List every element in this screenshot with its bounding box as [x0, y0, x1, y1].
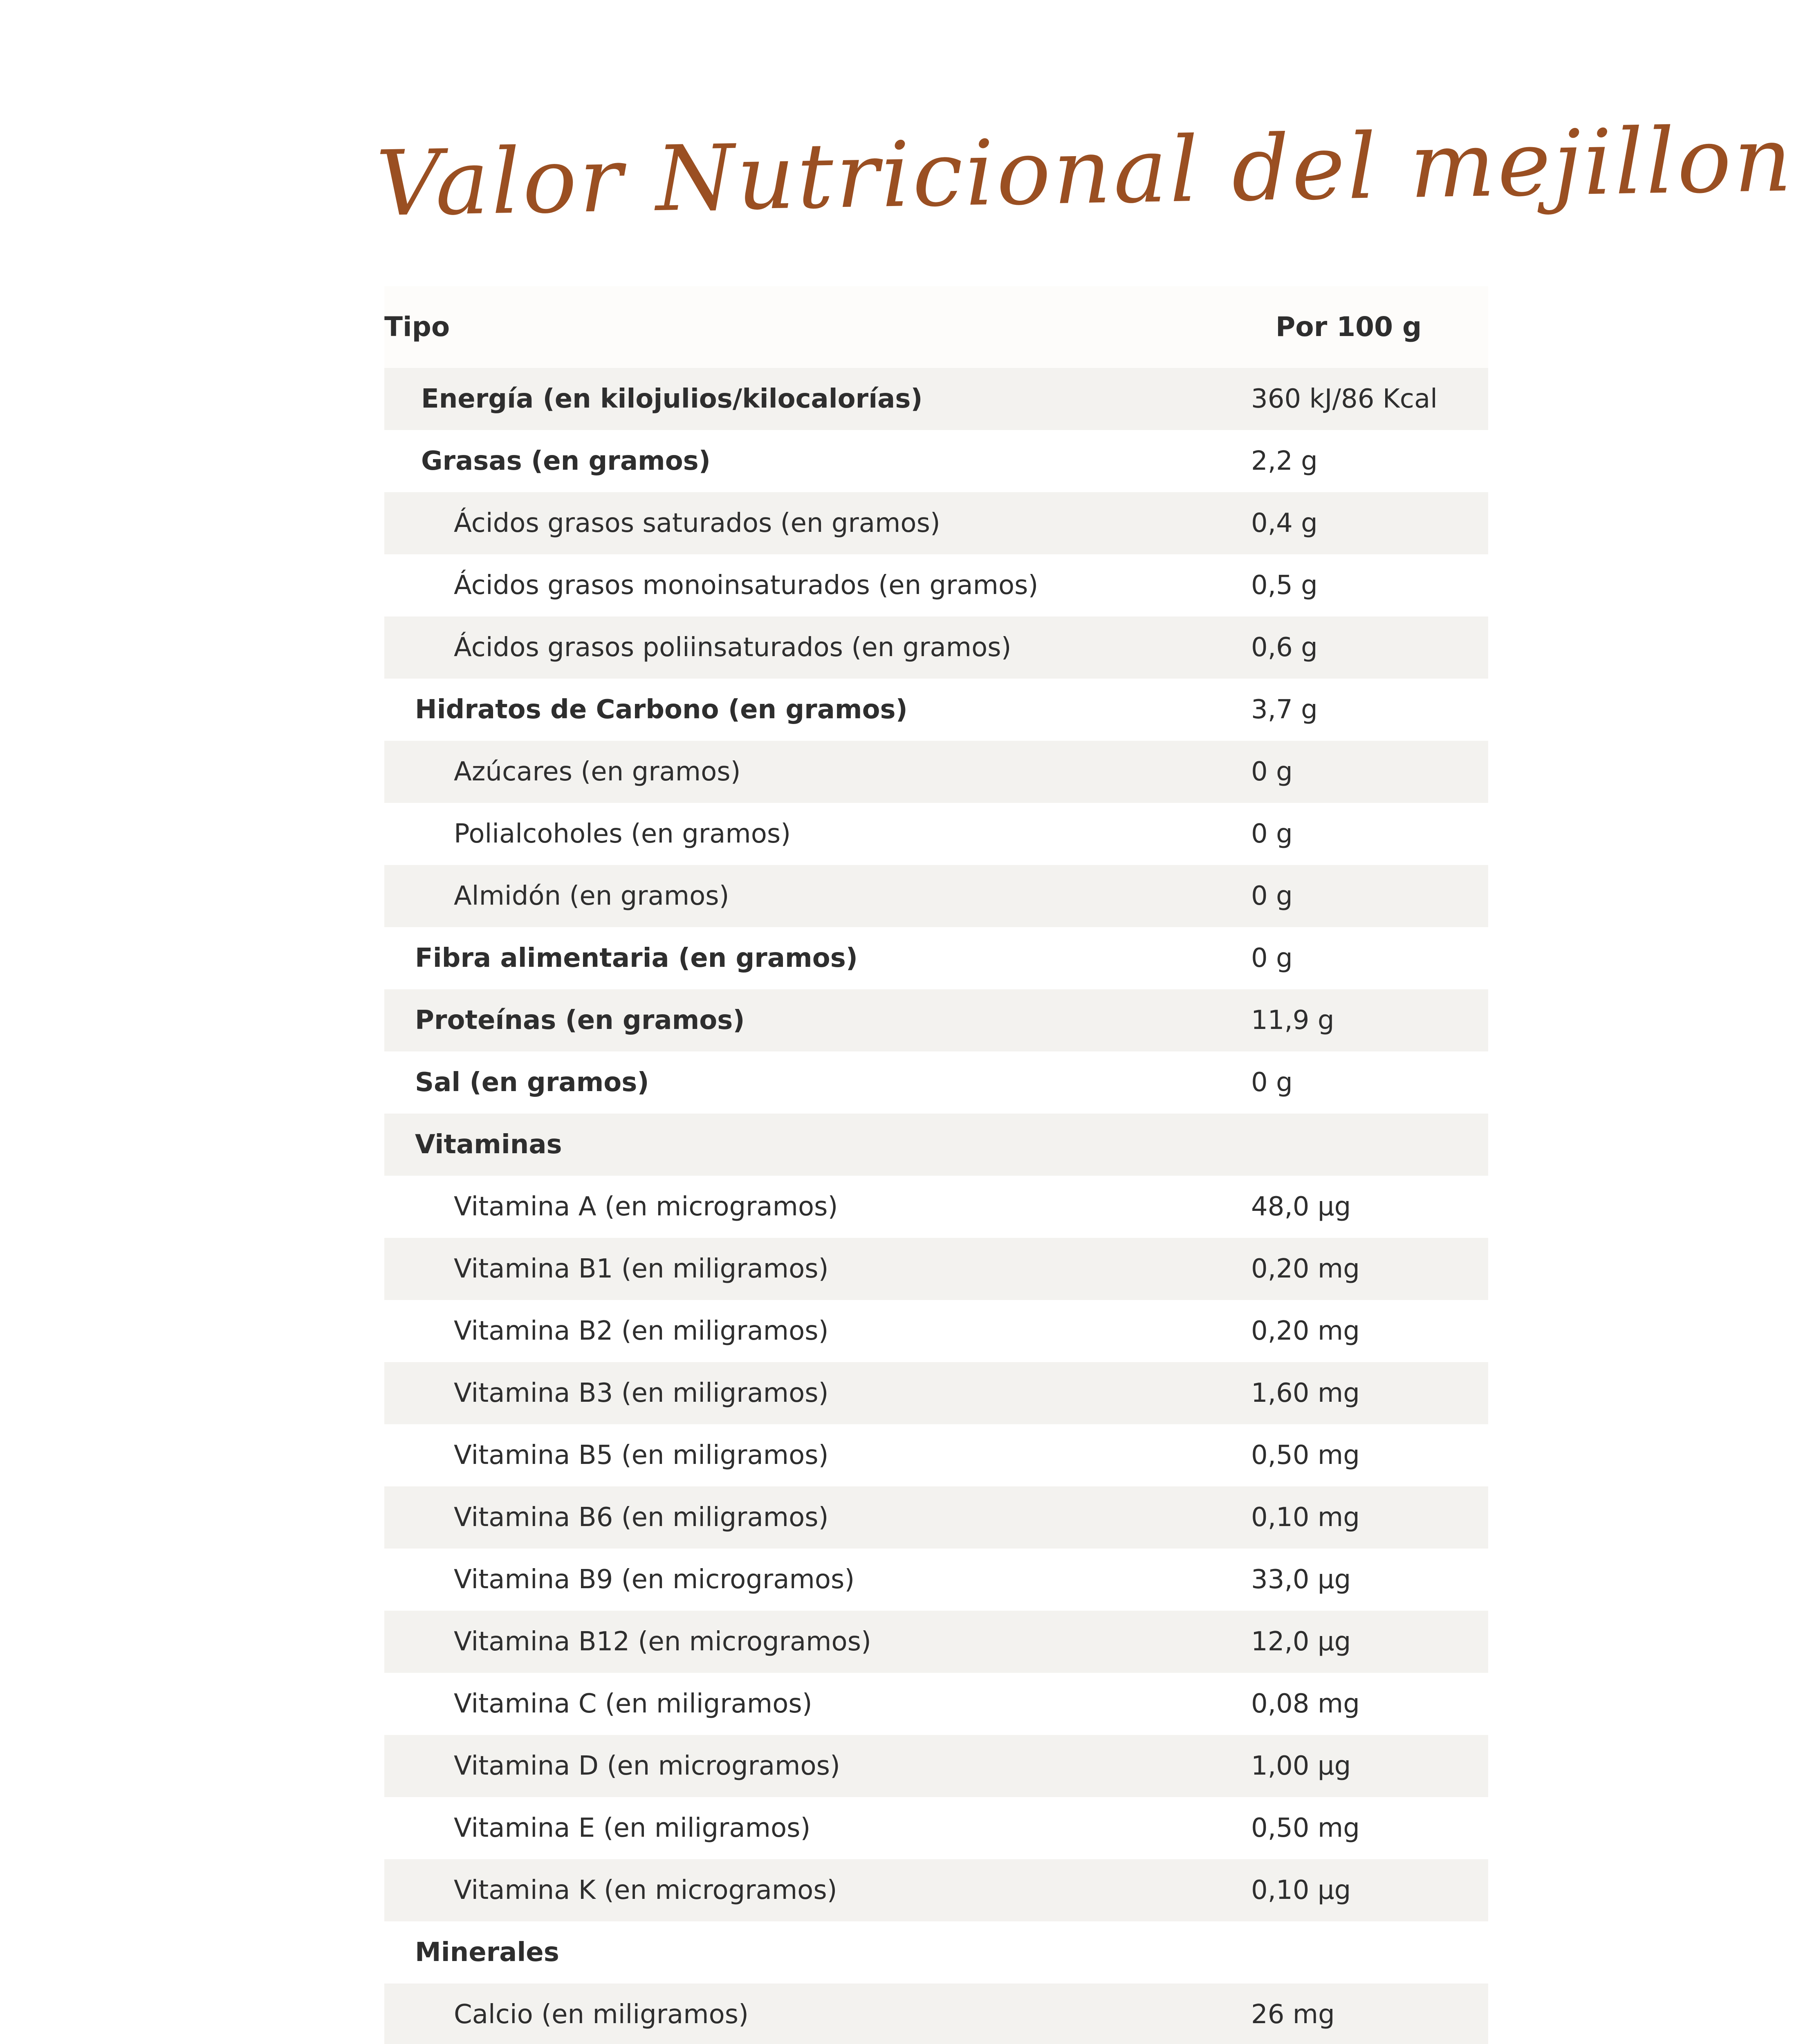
row-label: Vitamina C (en miligramos): [454, 1689, 812, 1719]
table-row: [384, 1735, 1488, 1797]
row-label: Hidratos de Carbono (en gramos): [415, 695, 908, 725]
table-row: [384, 1300, 1488, 1362]
row-label: Vitaminas: [415, 1130, 562, 1160]
row-value: 26 mg: [1251, 1999, 1335, 2030]
header-tipo: Tipo: [384, 311, 450, 343]
row-value: 360 kJ/86 Kcal: [1251, 384, 1437, 414]
row-label: Vitamina B1 (en miligramos): [454, 1254, 829, 1284]
row-label: Fibra alimentaria (en gramos): [415, 943, 858, 973]
row-label: Vitamina B9 (en microgramos): [454, 1564, 855, 1595]
row-label: Vitamina B3 (en miligramos): [454, 1378, 829, 1408]
table-row: [384, 1362, 1488, 1424]
row-label: Vitamina K (en microgramos): [454, 1875, 837, 1905]
page-title: Valor Nutricional del mejillon: [375, 107, 1795, 236]
row-label: Ácidos grasos monoinsaturados (en gramos): [454, 570, 1038, 601]
row-value: 33,0 µg: [1251, 1564, 1351, 1595]
table-body: [384, 368, 1488, 2044]
row-label: Vitamina A (en microgramos): [454, 1192, 838, 1222]
table-row: [384, 803, 1488, 865]
row-value: 0 g: [1251, 943, 1293, 973]
row-label: Azúcares (en gramos): [454, 757, 741, 787]
table-row: [384, 492, 1488, 554]
table-row: [384, 616, 1488, 679]
row-value: 0,08 mg: [1251, 1689, 1360, 1719]
table-row: [384, 741, 1488, 803]
row-value: 1,60 mg: [1251, 1378, 1360, 1408]
row-label: Vitamina B6 (en miligramos): [454, 1502, 829, 1533]
row-value: 0 g: [1251, 819, 1293, 849]
row-value: 3,7 g: [1251, 695, 1318, 725]
row-value: 11,9 g: [1251, 1005, 1334, 1035]
table-row: [384, 1921, 1488, 1983]
row-value: 0 g: [1251, 1067, 1293, 1098]
table-row: [384, 679, 1488, 741]
table-row: [384, 1611, 1488, 1673]
table-row: [384, 368, 1488, 430]
row-label: Ácidos grasos poliinsaturados (en gramos): [454, 632, 1011, 663]
table-row: [384, 1673, 1488, 1735]
row-value: 12,0 µg: [1251, 1627, 1351, 1657]
row-label: Vitamina E (en miligramos): [454, 1813, 811, 1843]
row-value: 0,10 µg: [1251, 1875, 1351, 1905]
row-value: 0,5 g: [1251, 570, 1318, 601]
nutrition-table: [384, 286, 1488, 2044]
row-label: Proteínas (en gramos): [415, 1005, 745, 1035]
row-value: 0,4 g: [1251, 508, 1318, 538]
row-value: 0,20 mg: [1251, 1254, 1360, 1284]
table-row: [384, 865, 1488, 927]
row-label: Sal (en gramos): [415, 1067, 649, 1098]
table-row: [384, 989, 1488, 1051]
table-row: [384, 1983, 1488, 2044]
row-value: 1,00 µg: [1251, 1751, 1351, 1781]
table-row: [384, 554, 1488, 616]
row-value: 0,50 mg: [1251, 1440, 1360, 1470]
table-row: [384, 1114, 1488, 1176]
row-value: 0 g: [1251, 881, 1293, 911]
table-header: [384, 286, 1488, 368]
table-row: [384, 927, 1488, 989]
row-label: Vitamina D (en microgramos): [454, 1751, 840, 1781]
row-value: 2,2 g: [1251, 446, 1318, 476]
row-label: Grasas (en gramos): [421, 446, 711, 476]
row-label: Energía (en kilojulios/kilocalorías): [421, 384, 923, 414]
row-value: 0 g: [1251, 757, 1293, 787]
row-label: Vitamina B5 (en miligramos): [454, 1440, 829, 1470]
table-row: [384, 1486, 1488, 1549]
row-label: Almidón (en gramos): [454, 881, 729, 911]
table-row: [384, 1797, 1488, 1859]
row-value: 0,6 g: [1251, 632, 1318, 663]
table-row: [384, 1859, 1488, 1921]
row-label: Vitamina B2 (en miligramos): [454, 1316, 829, 1346]
table-row: [384, 1549, 1488, 1611]
row-label: Minerales: [415, 1937, 559, 1968]
row-label: Polialcoholes (en gramos): [454, 819, 791, 849]
table-row: [384, 430, 1488, 492]
row-value: 48,0 µg: [1251, 1192, 1351, 1222]
row-value: 0,50 mg: [1251, 1813, 1360, 1843]
table-row: [384, 1424, 1488, 1486]
row-value: 0,20 mg: [1251, 1316, 1360, 1346]
table-row: [384, 1051, 1488, 1114]
row-label: Calcio (en miligramos): [454, 1999, 749, 2030]
row-label: Ácidos grasos saturados (en gramos): [454, 508, 940, 538]
row-value: 0,10 mg: [1251, 1502, 1360, 1533]
table-row: [384, 1176, 1488, 1238]
table-row: [384, 1238, 1488, 1300]
row-label: Vitamina B12 (en microgramos): [454, 1627, 871, 1657]
header-per-100g: Por 100 g: [1276, 311, 1422, 343]
